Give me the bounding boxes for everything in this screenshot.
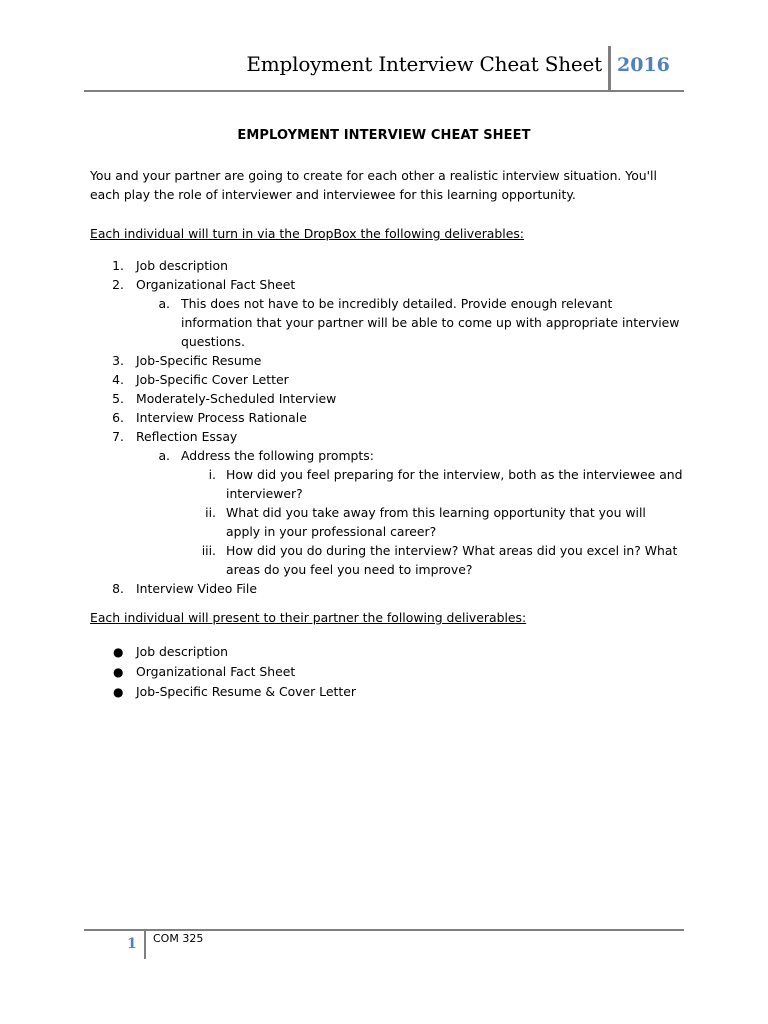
list-item [0,465,768,484]
bullet-icon: ● [113,645,124,659]
list-item [0,351,768,370]
list-item [0,256,768,275]
list-marker: a. [158,296,170,311]
list-marker: 7. [112,429,124,444]
footer-divider [144,931,146,959]
list-item [0,313,768,332]
footer-rule [84,929,684,931]
list-item [0,522,768,541]
list-item [0,579,768,598]
list-item-text: Interview Video File [136,581,257,596]
list-marker: 3. [112,353,124,368]
list-marker: iii. [201,543,216,558]
intro-paragraph [90,166,690,204]
list-item [0,484,768,503]
list-item-text: Job-Specific Cover Letter [136,372,289,387]
footer-course: COM 325 [153,932,204,945]
deliverables-list [0,256,768,598]
document-title: EMPLOYMENT INTERVIEW CHEAT SHEET [237,128,531,143]
list-item-text: How did you feel preparing for the interview, both as the interviewee and [226,467,683,482]
list-item [0,642,768,662]
list-marker: 6. [112,410,124,425]
list-marker: 1. [112,258,124,273]
list-item-text: This does not have to be incredibly detailed. Provide enough relevant [181,296,613,311]
header-divider [608,46,611,90]
list-item-text: Reflection Essay [136,429,238,444]
header-title: Employment Interview Cheat Sheet [246,52,602,76]
list-item-text: How did you do during the interview? What areas did you excel in? What [226,543,678,558]
page-header [84,44,684,92]
list-item [0,446,768,465]
list-item-text: Organizational Fact Sheet [136,664,296,679]
present-list [0,642,768,702]
list-item-text: Job description [136,644,228,659]
list-marker: 4. [112,372,124,387]
list-item-text: What did you take away from this learning opportunity that you will [226,505,646,520]
list-item [0,682,768,702]
list-item [0,662,768,682]
list-marker: a. [158,448,170,463]
list-item [0,427,768,446]
list-item-text: Job description [136,258,228,273]
list-item-text: Organizational Fact Sheet [136,277,296,292]
intro-line: You and your partner are going to create for each other a realistic interview situation. You'll [90,168,657,183]
section-heading-present: Each individual will present to their partner the following deliverables: [90,610,527,625]
header-year: 2016 [617,54,670,76]
list-item [0,275,768,294]
list-item-text: Moderately-Scheduled Interview [136,391,337,406]
list-item-text: information that your partner will be able to come up with appropriate interview [181,315,680,330]
list-item-text: apply in your professional career? [226,524,437,539]
list-item [0,370,768,389]
list-item-text: Address the following prompts: [181,448,374,463]
list-item-text: Job-Specific Resume & Cover Letter [136,684,356,699]
bullet-icon: ● [113,665,124,679]
intro-line: each play the role of interviewer and interviewee for this learning opportunity. [90,187,576,202]
list-marker: 8. [112,581,124,596]
list-item [0,541,768,560]
list-item [0,294,768,313]
list-marker: 5. [112,391,124,406]
list-item [0,332,768,351]
list-item [0,503,768,522]
list-marker: 2. [112,277,124,292]
list-marker: i. [208,467,216,482]
list-item-text: questions. [181,334,245,349]
list-item-text: Job-Specific Resume [136,353,262,368]
list-item-text: areas do you feel you need to improve? [226,562,473,577]
list-marker: ii. [205,505,216,520]
list-item [0,560,768,579]
bullet-icon: ● [113,685,124,699]
list-item [0,389,768,408]
list-item-text: interviewer? [226,486,303,501]
list-item [0,408,768,427]
list-item-text: Interview Process Rationale [136,410,307,425]
section-heading-dropbox: Each individual will turn in via the DropBox the following deliverables: [90,226,524,241]
page-number: 1 [127,936,137,952]
